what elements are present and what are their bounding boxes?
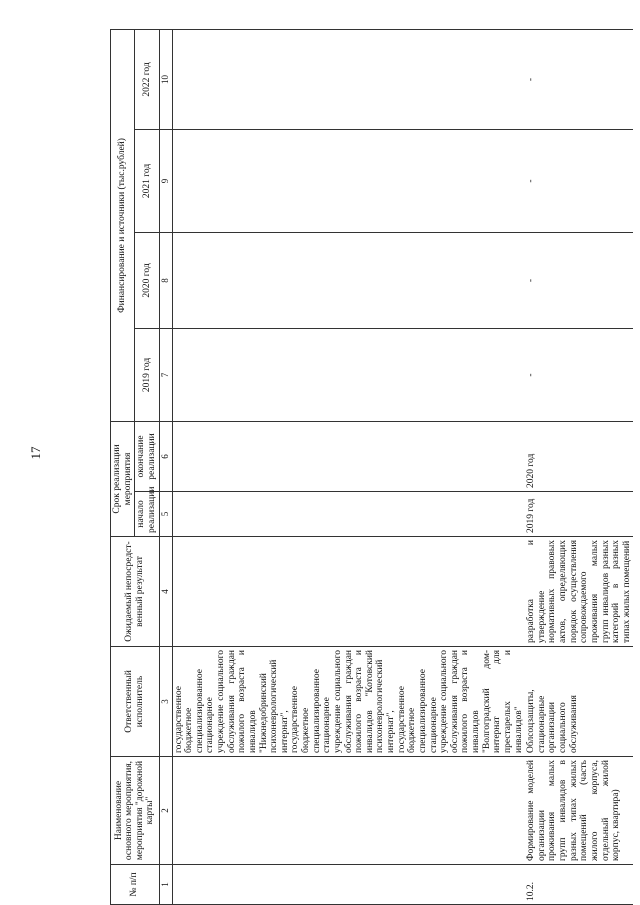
table-row-continuation xyxy=(172,29,525,904)
colnum-7: 7 xyxy=(159,328,172,421)
table-row-10-2 xyxy=(525,29,633,904)
cont-start xyxy=(172,492,525,537)
header-result: Ожидаемый непосредст-венный результат xyxy=(111,537,160,647)
header-2021: 2021 год xyxy=(135,129,159,232)
cont-2022 xyxy=(172,29,525,129)
header-name: Наименование основного мероприятия, мероприятия "дорожной карты" xyxy=(111,757,160,865)
row-2021: - xyxy=(525,129,633,232)
cont-name xyxy=(172,757,525,865)
cont-2021 xyxy=(172,129,525,232)
cont-2019 xyxy=(172,328,525,421)
colnum-5: 5 xyxy=(159,492,172,537)
cont-result xyxy=(172,537,525,647)
header-num: № п/п xyxy=(111,865,160,905)
column-number-row xyxy=(159,29,172,904)
colnum-8: 8 xyxy=(159,232,172,328)
roadmap-table xyxy=(110,29,633,905)
cont-end xyxy=(172,421,525,491)
header-start: начало реализации xyxy=(135,492,159,537)
row-name: Формирование моделей организации проживания малых групп инвалидов в разных типах жилых помещений (часть жилого корпуса, отдельный жилой корпус, квартира) xyxy=(525,757,633,865)
row-2019: - xyxy=(525,328,633,421)
header-2020: 2020 год xyxy=(135,232,159,328)
row-num: 10.2. xyxy=(525,865,633,905)
row-result: разработка и утверждение нормативных правовых актов, определяющих порядок осуществления сопровождаемого проживания малых групп инвалидов разных категорий в разных типах жилых помещений xyxy=(525,537,633,647)
colnum-10: 10 xyxy=(159,29,172,129)
cont-num xyxy=(172,865,525,905)
colnum-3: 3 xyxy=(159,647,172,757)
row-2020: - xyxy=(525,232,633,328)
colnum-2: 2 xyxy=(159,757,172,865)
row-start: 2019 год xyxy=(525,492,633,537)
header-period-group: Срок реализации мероприятия xyxy=(111,421,135,536)
header-2019: 2019 год xyxy=(135,328,159,421)
header-2022: 2022 год xyxy=(135,29,159,129)
row-end: 2020 год xyxy=(525,421,633,491)
roadmap-table-page xyxy=(110,30,630,905)
colnum-9: 9 xyxy=(159,129,172,232)
row-executor: Облсоцзащиты, стационарные организации социального обслуживания xyxy=(525,647,633,757)
header-executor: Ответственный исполнитель xyxy=(111,647,160,757)
page-number: 17 xyxy=(28,446,43,460)
colnum-6: 6 xyxy=(159,421,172,491)
cont-2020 xyxy=(172,232,525,328)
cont-executor: государственное бюджетное специализированное стационарное учреждение социального обслуживания граждан пожилого возраста и инвалидов "Нижнедобринский психоневрологический интернат", государственное бюджетное специализированное стационарное учреждение социального обслуживания граждан пожилого возраста и инвалидов "Котовский психоневрологический интернат", государственное бюджетное специализированное стационарное учреждение социального обслуживания граждан пожилого возраста и инвалидов "Волгоградский дом-интернат для престарелых и инвалидов" xyxy=(172,647,525,757)
colnum-1: 1 xyxy=(159,865,172,905)
colnum-4: 4 xyxy=(159,537,172,647)
header-financing-group: Финансирование и источники (тыс.рублей) xyxy=(111,29,135,421)
header-end: окончание реализации xyxy=(135,421,159,491)
header-row-1 xyxy=(111,29,135,904)
row-2022: - xyxy=(525,29,633,129)
